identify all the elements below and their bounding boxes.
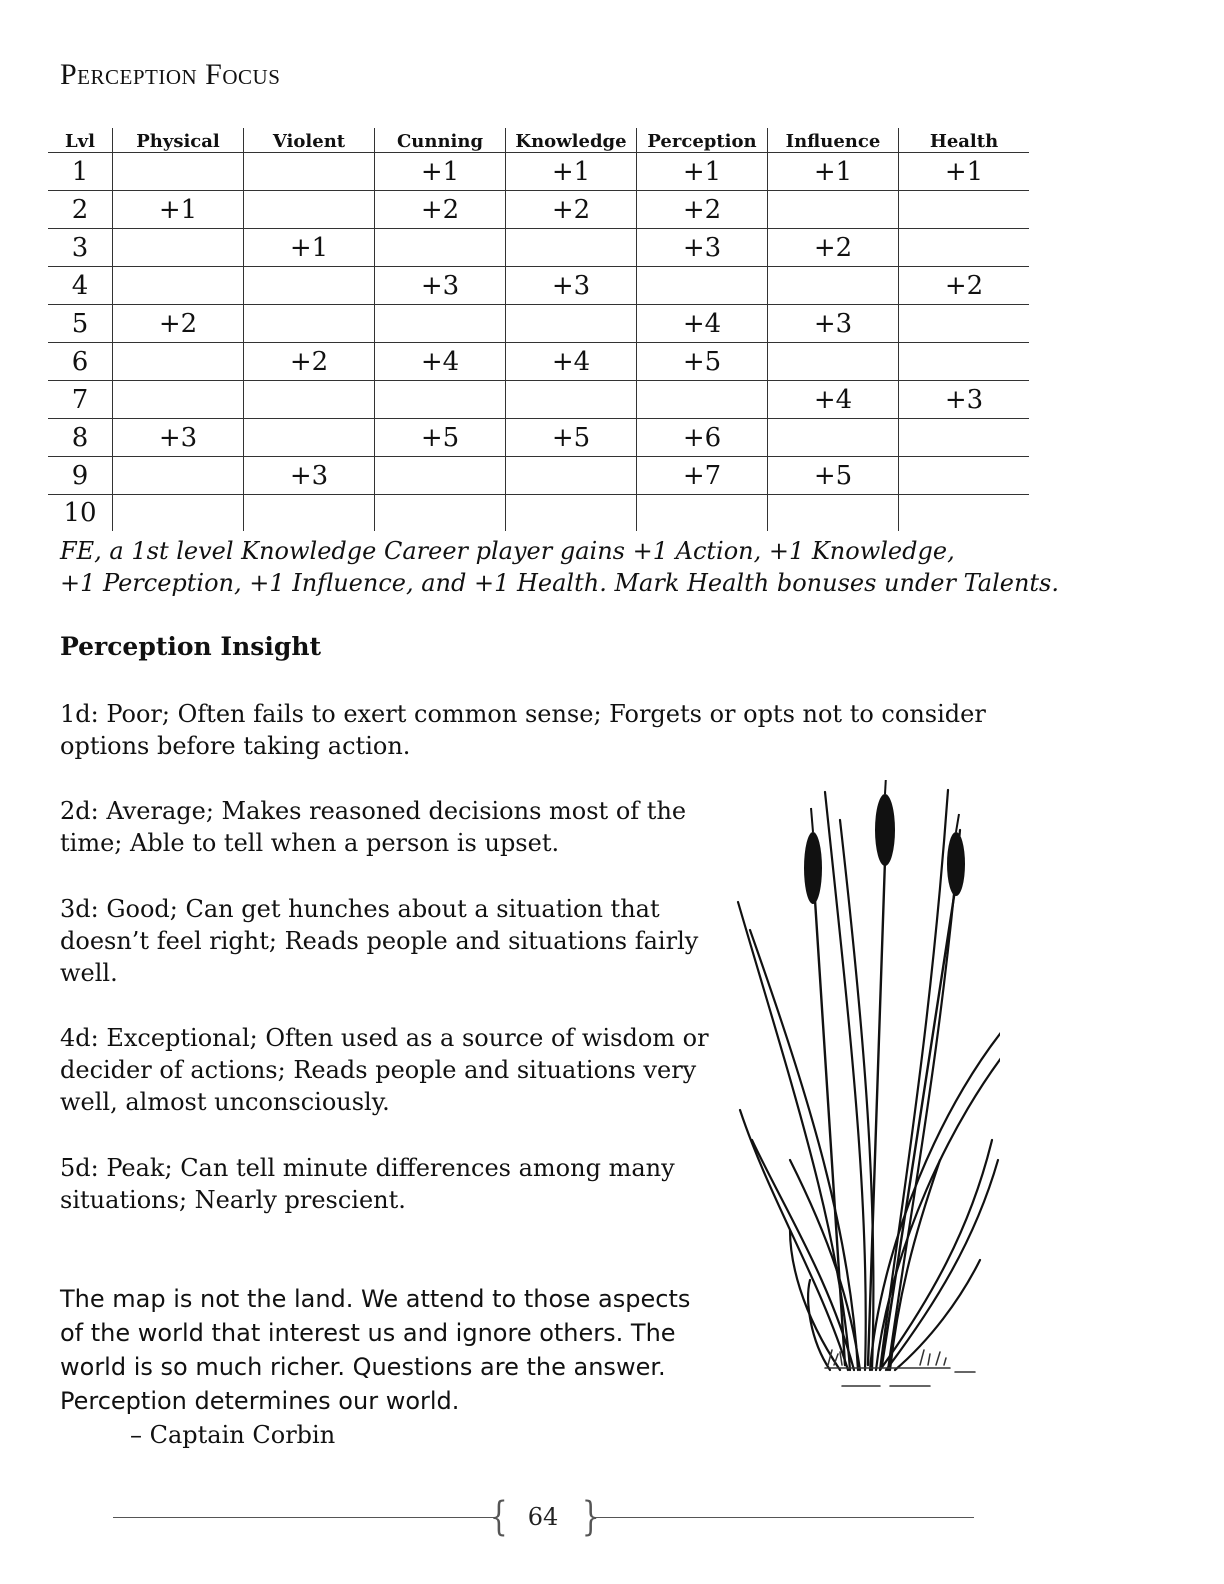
quote-block <box>60 1282 690 1452</box>
insight-level-1d <box>60 698 986 762</box>
level-cell: 10 <box>63 498 97 528</box>
bonus-cell: +3 <box>244 457 375 495</box>
insight-line: 2d: Average; Makes reasoned decisions most of the <box>60 797 687 825</box>
bonus-cell: +4 <box>637 305 768 343</box>
bonus-cell: +3 <box>899 381 1030 419</box>
bonus-cell: +3 <box>113 419 244 457</box>
bonus-cell: +1 <box>113 191 244 229</box>
insight-line: situations; Nearly prescient. <box>60 1186 406 1214</box>
bonus-cell <box>375 381 506 419</box>
quote-line: The map is not the land. We attend to those aspects <box>60 1285 691 1313</box>
bonus-cell <box>899 305 1030 343</box>
bonus-cell <box>506 229 637 267</box>
bonus-cell: +6 <box>637 419 768 457</box>
bonus-cell: +5 <box>506 419 637 457</box>
table-row <box>48 191 1029 229</box>
table-header-row <box>48 128 1029 153</box>
insight-line: options before taking action. <box>60 732 411 760</box>
insight-line: 5d: Peak; Can tell minute differences among many <box>60 1154 675 1182</box>
bonus-cell: +3 <box>768 305 899 343</box>
insight-line: doesn’t feel right; Reads people and situations fairly <box>60 927 699 955</box>
bonus-cell: +5 <box>375 419 506 457</box>
bonus-cell <box>375 457 506 495</box>
insight-line: 3d: Good; Can get hunches about a situation that <box>60 895 660 923</box>
bonus-cell <box>899 495 1030 532</box>
bonus-cell <box>244 495 375 532</box>
bonus-cell <box>637 381 768 419</box>
bonus-cell <box>768 343 899 381</box>
bonus-cell <box>899 191 1030 229</box>
column-header: Physical <box>113 128 244 153</box>
bonus-cell <box>244 191 375 229</box>
bonus-cell <box>113 229 244 267</box>
bonus-cell <box>113 495 244 532</box>
insight-level-2d <box>60 795 686 859</box>
bonus-cell: +2 <box>244 343 375 381</box>
bonus-cell: +1 <box>637 153 768 191</box>
bonus-cell <box>637 495 768 532</box>
bonus-cell: +1 <box>244 229 375 267</box>
table-row <box>48 495 1029 532</box>
bonus-cell <box>768 419 899 457</box>
bonus-cell <box>768 191 899 229</box>
table-row <box>48 343 1029 381</box>
footer-left-brace: { <box>489 1494 508 1540</box>
quote-line: of the world that interest us and ignore others. The <box>60 1319 676 1347</box>
page-number: 64 <box>527 1503 559 1531</box>
example-line: FE, a 1st level Knowledge Career player gains +1 Action, +1 Knowledge, <box>60 537 955 565</box>
column-header: Lvl <box>48 128 113 153</box>
bonus-cell <box>113 343 244 381</box>
column-header: Violent <box>244 128 375 153</box>
table-row <box>48 381 1029 419</box>
bonus-cell: +4 <box>375 343 506 381</box>
table-row <box>48 153 1029 191</box>
bonus-cell <box>375 229 506 267</box>
column-header: Knowledge <box>506 128 637 153</box>
example-line: +1 Perception, +1 Influence, and +1 Health. Mark Health bonuses under Talents. <box>60 569 1059 597</box>
bonus-cell <box>506 495 637 532</box>
insight-line: well. <box>60 959 118 987</box>
page-title: Perception Focus <box>60 58 281 91</box>
bonus-cell <box>375 495 506 532</box>
bonus-cell: +3 <box>637 229 768 267</box>
bonus-cell <box>637 267 768 305</box>
bonus-cell: +3 <box>375 267 506 305</box>
bonus-cell: +2 <box>899 267 1030 305</box>
insight-line: 1d: Poor; Often fails to exert common sense; Forgets or opts not to consider <box>60 700 986 728</box>
bonus-cell: +2 <box>768 229 899 267</box>
section-heading: Perception Insight <box>60 632 322 661</box>
bonus-cell <box>244 381 375 419</box>
level-cell: 4 <box>48 267 113 305</box>
bonus-cell: +1 <box>375 153 506 191</box>
footer-rule-left <box>113 1517 495 1518</box>
bonus-cell: +1 <box>899 153 1030 191</box>
level-cell: 9 <box>48 457 113 495</box>
perception-focus-table <box>48 128 1029 531</box>
table-row <box>48 229 1029 267</box>
level-cell: 6 <box>48 343 113 381</box>
bonus-cell <box>244 419 375 457</box>
insight-line: time; Able to tell when a person is upset. <box>60 829 560 857</box>
bonus-cell: +5 <box>637 343 768 381</box>
bonus-cell: +4 <box>506 343 637 381</box>
bonus-cell: +2 <box>506 191 637 229</box>
level-cell: 8 <box>48 419 113 457</box>
cattail-reeds-icon <box>730 780 1000 1400</box>
bonus-cell <box>768 495 899 532</box>
bonus-cell <box>244 153 375 191</box>
insight-line: decider of actions; Reads people and situations very <box>60 1056 697 1084</box>
insight-level-4d <box>60 1022 709 1118</box>
column-header: Perception <box>637 128 768 153</box>
level-cell: 1 <box>48 153 113 191</box>
bonus-cell <box>899 343 1030 381</box>
table-row <box>48 419 1029 457</box>
bonus-cell <box>244 267 375 305</box>
table-row <box>48 305 1029 343</box>
bonus-cell <box>506 457 637 495</box>
level-cell: 5 <box>48 305 113 343</box>
insight-line: 4d: Exceptional; Often used as a source of wisdom or <box>60 1024 709 1052</box>
insight-level-5d <box>60 1152 675 1216</box>
bonus-cell: +4 <box>768 381 899 419</box>
bonus-cell: +2 <box>113 305 244 343</box>
table-row <box>48 267 1029 305</box>
table-row <box>48 457 1029 495</box>
column-header: Cunning <box>375 128 506 153</box>
bonus-cell <box>113 267 244 305</box>
bonus-cell <box>768 267 899 305</box>
bonus-cell <box>899 229 1030 267</box>
bonus-cell <box>113 457 244 495</box>
bonus-cell <box>506 381 637 419</box>
bonus-cell: +7 <box>637 457 768 495</box>
level-cell: 7 <box>48 381 113 419</box>
quote-line: world is so much richer. Questions are the answer. <box>60 1353 666 1381</box>
column-header: Health <box>899 128 1030 153</box>
bonus-cell: +5 <box>768 457 899 495</box>
example-note <box>60 535 1059 599</box>
bonus-cell <box>113 153 244 191</box>
level-cell: 2 <box>48 191 113 229</box>
footer-right-brace: } <box>581 1494 600 1540</box>
bonus-cell <box>899 457 1030 495</box>
bonus-cell: +3 <box>506 267 637 305</box>
level-cell: 3 <box>48 229 113 267</box>
bonus-cell <box>244 305 375 343</box>
quote-attribution: – Captain Corbin <box>130 1421 336 1449</box>
bonus-cell: +1 <box>506 153 637 191</box>
bonus-cell <box>506 305 637 343</box>
bonus-cell: +2 <box>637 191 768 229</box>
bonus-cell <box>375 305 506 343</box>
bonus-cell <box>113 381 244 419</box>
bonus-cell <box>899 419 1030 457</box>
bonus-cell: +1 <box>768 153 899 191</box>
quote-line: Perception determines our world. <box>60 1387 460 1415</box>
column-header: Influence <box>768 128 899 153</box>
footer-rule-right <box>594 1517 974 1518</box>
insight-line: well, almost unconsciously. <box>60 1088 390 1116</box>
insight-level-3d <box>60 893 698 989</box>
bonus-cell: +2 <box>375 191 506 229</box>
